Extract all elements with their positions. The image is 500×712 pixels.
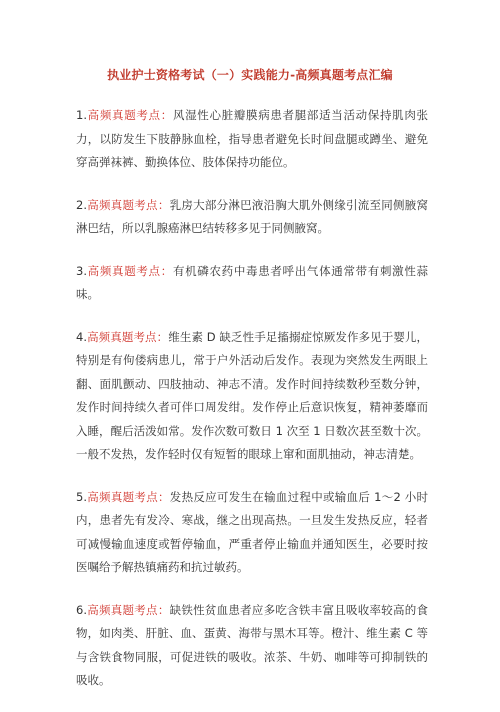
item-text: 缺铁性贫血患者应多吃含铁丰富且吸收率较高的食物，如肉类、肝脏、血、蛋黄、海带与黑木耳等。橙汁、维生素 C 等与含铁食物同服，可促进铁的吸收。浓茶、牛奶、咖啡等可抑制铁的吸收。 [76, 602, 429, 687]
list-item [76, 486, 428, 580]
item-colon: ： [156, 329, 169, 344]
list-item [76, 326, 428, 467]
item-colon: ： [157, 489, 170, 504]
list-item [76, 104, 428, 175]
document-title: 执业护士资格考试（一）实践能力-高频真题考点汇编 [107, 68, 393, 82]
item-label: 高频真题考点 [86, 197, 158, 212]
item-number: 2. [76, 197, 87, 212]
item-text: 风湿性心脏瓣膜病患者腿部适当活动保持肌肉张力，以防发生下肢静脉血栓，指导患者避免长时间盘腿或蹲坐、避免穿高弹袜裤、勤换体位、肢体保持功能位。 [76, 108, 429, 169]
item-number: 4. [76, 329, 87, 344]
question-list [76, 104, 428, 712]
item-colon: ： [157, 197, 170, 212]
item-label: 高频真题考点 [86, 602, 158, 617]
item-colon: ： [157, 602, 170, 617]
item-text: 维生素 D 缺乏性手足搐搦症惊厥发作多见于婴儿，特别是有佝偻病患儿，常于户外活动后发作。表现为突然发生两眼上翻、面肌颤动、四肢抽动、神志不清。发作时间持续数秒至数分钟，发作时间持续久者可伴口周发绀。发作停止后意识恢复，精神萎靡而入睡，醒后活泼如常。发作次数可数日 1 次至 1 日数次甚至数十次。一般不发热，发作轻时仅有短暂的眼球上窜和面肌抽动，神志清楚。 [76, 329, 429, 461]
item-text: 乳房大部分淋巴液沿胸大肌外侧缘引流至同侧腋窝淋巴结，所以乳腺癌淋巴结转移多见于同侧腋窝。 [76, 197, 429, 235]
item-label: 高频真题考点 [86, 263, 161, 278]
item-number: 1. [76, 108, 87, 122]
item-number: 3. [76, 263, 87, 278]
item-text: 有机磷农药中毒患者呼出气体通常带有刺激性蒜味。 [76, 263, 429, 301]
list-item [76, 599, 428, 693]
item-label: 高频真题考点 [86, 108, 161, 122]
item-text: 发热反应可发生在输血过程中或输血后 1～2 小时内，患者先有发冷、寒战，继之出现高热。一旦发生发热反应，轻者可减慢输血速度或暂停输血，严重者停止输血并通知医生，必要时按医嘱给予解热镇痛药和抗过敏药。 [76, 489, 429, 574]
item-number: 5. [76, 489, 87, 504]
list-item [76, 194, 428, 241]
item-colon: ： [160, 108, 173, 122]
list-item [76, 260, 428, 307]
item-label: 高频真题考点 [86, 329, 157, 344]
item-label: 高频真题考点 [86, 489, 158, 504]
item-number: 6. [76, 602, 87, 617]
item-colon: ： [160, 263, 173, 278]
